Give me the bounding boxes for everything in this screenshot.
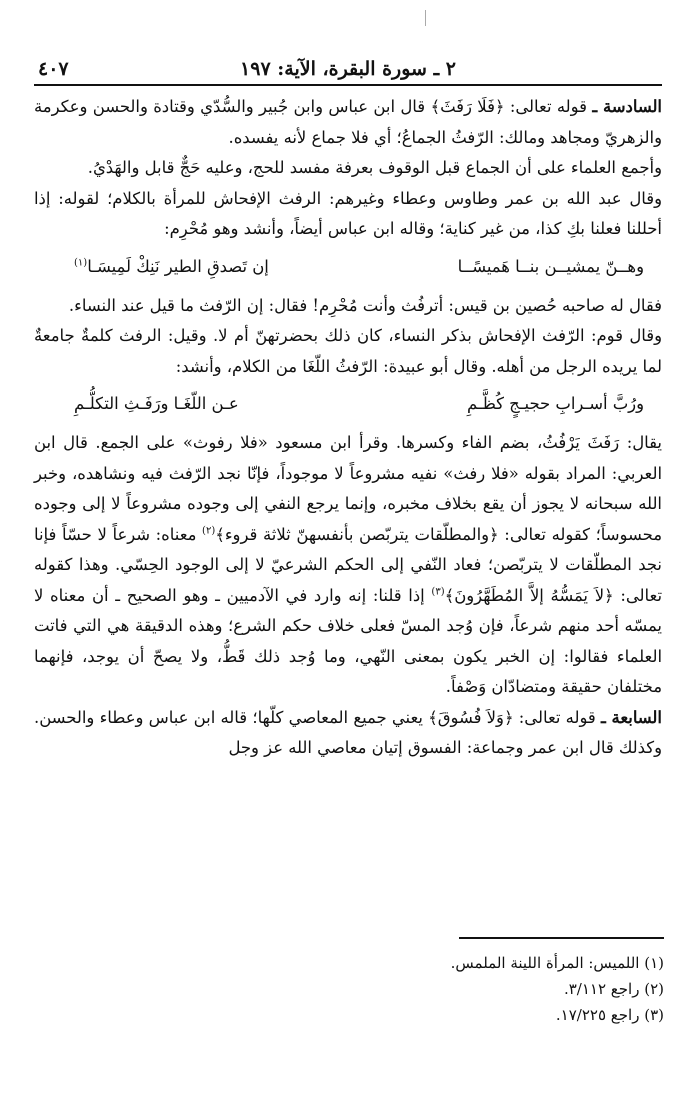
footnotes <box>36 950 664 1028</box>
paragraph-text: قوله تعالى: ﴿فَلَا رَفَثَ﴾ قال ابن عباس وابن جُبير والسُّدّي وقتادة والحسن وعكرمة والزهريّ ومجاهد ومالك: الرّفثُ الجماعُ؛ أي فلا جماع لأنه يفسده. <box>34 97 662 147</box>
footnote: (٢) راجع ٣/١١٢. <box>563 980 664 998</box>
page-header <box>34 54 662 86</box>
paragraph: وقال عبد الله بن عمر وطاوس وعطاء وغيرهم: الرفث الإفحاش للمرأة بالكلام؛ لقوله: إذا أحللنا فعلنا بكِ كذا، من غير كناية؛ وقاله ابن عباس أيضاً، وأنشد وهو مُحْرِم: <box>34 188 662 238</box>
running-title: ٢ ـ سورة البقرة، الآية: ١٩٧ <box>240 58 456 80</box>
verse-hemistich-left <box>74 247 269 289</box>
main-text <box>34 92 662 764</box>
paragraph-text: إذا قلنا: إنه وارد في الآدميين ـ وهو الصحيح ـ أن معناه لا يمسّه أحد منهم شرعاً، فإن وُجد المسّ فعلى خلاف حكم الشرع؛ وهذه الدقيقة هي التي فاتت العلماء فقالوا: إن الخبر يكون بمعنى النّهي، وما وُجد ذلك قَطُّ، ولا يصحّ أن يوجد، فإنهما مختلفان حقيقة ومتضادّان وَصْفاً. <box>34 585 662 696</box>
footnote-ref: (١) <box>74 257 88 269</box>
section-label-sixth: السادسة ـ <box>592 97 662 116</box>
paragraph: وأجمع العلماء على أن الجماع قبل الوقوف بعرفة مفسد للحج، وعليه حَجٌّ قابل والهَدْيُ. <box>87 158 662 177</box>
page-number: ٤٠٧ <box>38 58 69 80</box>
footnote-divider <box>459 937 664 939</box>
footnote: (٣) راجع ١٧/٢٢٥. <box>555 1006 664 1024</box>
verse-hemistich-right: وهــنّ يمشيــن بنــا هَميسًــا <box>457 256 644 276</box>
paragraph-seventh <box>34 703 662 764</box>
paragraph-sixth <box>34 92 662 153</box>
section-label-seventh: السابعة ـ <box>601 707 662 727</box>
book-page <box>34 54 662 764</box>
footnote: (١) اللميس: المرأة اللينة الملمس. <box>450 954 664 972</box>
paragraph-text: يقال: رَفَثَ يَرْفُثُ، بضم الفاء وكسرها. وقرأ ابن مسعود «فلا رفوث» على الجمع. قال ابن العربي: المراد بقوله «فلا رفث» نفيه مشروعاً لا موجوداً، فإنّا نجد الرّفث فيه ونشاهده، وخبر الله سبحانه لا يجوز أن يقع بخلاف مخبره، وإنما يرجع النفي إلى وجوده مشروعاً لا إلى وجوده محسوساً؛ كقوله تعالى: ﴿والمطلّقات يتربّصن بأنفسهنّ ثلاثة قروء﴾ <box>34 433 662 544</box>
paragraph: وقال قوم: الرّفث الإفحاش بذكر النساء، كان ذلك بحضرتهنّ أم لا. وقيل: الرفث كلمةٌ جامعةٌ لما يريده الرجل من أهله. وقال أبو عبيدة: الرّفثُ اللّغَا من الكلام، وأنشد: <box>34 326 662 376</box>
paragraph-text: قوله تعالى: ﴿وَلاَ فُسُوقَ﴾ يعني جميع المعاصي كلّها؛ قاله ابن عباس وعطاء والحسن. وكذلك قال ابن عمر وجماعة: الفسوق إتيان معاصي الله عز وجل <box>34 707 662 757</box>
paragraph: فقال له صاحبه حُصين بن قيس: أترفُث وأنت مُحْرِم! فقال: إن الرّفث ما قيل عند النساء. <box>68 295 662 315</box>
scan-mark <box>425 10 426 26</box>
verse-text: إن تَصدقِ الطير نَنِكْ لَمِيسَـا <box>87 256 269 276</box>
footnote-ref: (٢) <box>202 525 216 537</box>
footnote-ref: (٣) <box>431 586 445 598</box>
verse-hemistich-left: عـن اللّغَـا ورَفَـثِ التكلُّـمِ <box>74 394 239 413</box>
verse-line <box>34 382 662 428</box>
paragraph <box>34 428 662 703</box>
verse-line <box>34 245 662 291</box>
verse-hemistich-right: ورُبَّ أسـرابِ حجيـجٍ كُظَّـمِ <box>466 394 644 413</box>
paragraph-text: معناه: شرعاً لا حسّاً فإنا نجد المطلّقات لا يتربّصن؛ فعاد النّفي إلى الحكم الشرعيّ لا إلى الوجود الحِسّي. وهذا كقوله تعالى: ﴿لاَ يَمَسُّهُ إلاَّ المُطَهَّرُونَ﴾ <box>34 524 663 605</box>
